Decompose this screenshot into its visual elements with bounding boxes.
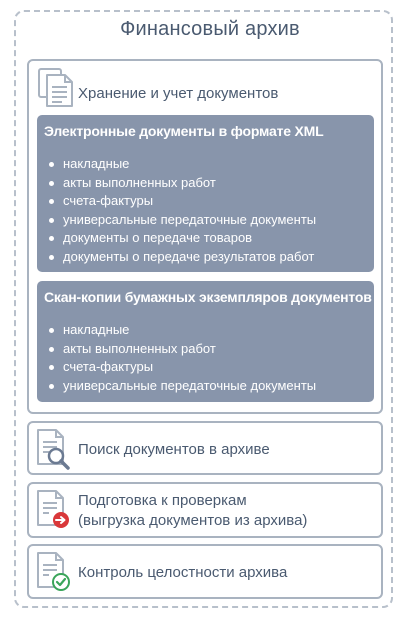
xml-documents-list [37,155,316,266]
list-item: универсальные передаточные документы [37,377,316,396]
scan-copies-panel [37,281,374,402]
prep-label-line1: Подготовка к проверкам [78,492,247,509]
list-item: накладные [37,155,316,174]
document-check-icon [36,551,72,593]
document-export-icon [36,489,72,531]
xml-documents-panel [37,115,374,272]
scan-copies-list [37,321,316,395]
search-label: Поиск документов в архиве [78,441,270,458]
list-item: счета-фактуры [37,358,316,377]
list-item: универсальные передаточные документы [37,211,316,230]
storage-label: Хранение и учет документов [78,85,279,102]
diagram-title: Финансовый архив [120,18,300,40]
documents-icon [38,68,74,108]
panel-title: Электронные документы в формате XML [44,123,324,139]
list-item: акты выполненных работ [37,174,316,193]
control-label: Контроль целостности архива [78,564,288,581]
prep-label-line2: (выгрузка документов из архива) [78,512,308,529]
list-item: документы о передаче результатов работ [37,248,316,267]
list-item: документы о передаче товаров [37,229,316,248]
list-item: акты выполненных работ [37,340,316,359]
document-search-icon [36,428,72,470]
panel-title: Скан-копии бумажных экземпляров документов [44,289,372,305]
list-item: накладные [37,321,316,340]
list-item: счета-фактуры [37,192,316,211]
